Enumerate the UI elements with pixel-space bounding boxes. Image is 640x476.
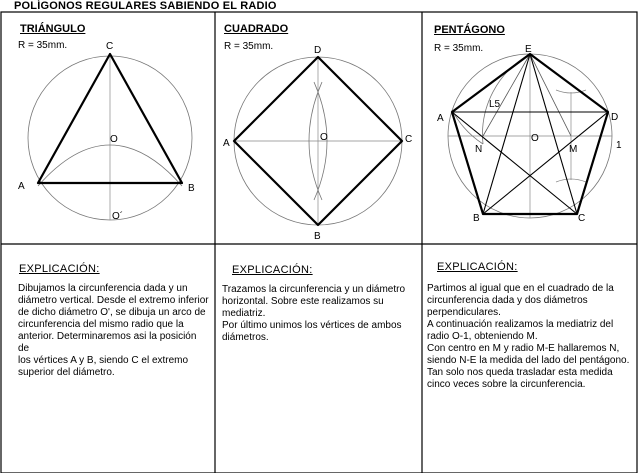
square-construction (223, 45, 412, 242)
square-point-b: B (314, 231, 321, 242)
pentagon-point-b: B (473, 213, 480, 224)
explanation-heading-triangle: EXPLICACIÓN: (19, 263, 100, 275)
square-point-o: O (320, 132, 328, 143)
page-title: POLÍGONOS REGULARES SABIENDO EL RADIO (14, 0, 277, 12)
worksheet-grid (0, 10, 638, 473)
explanation-text-pentagon: Partimos al igual que en el cuadrado de la circunferencia dada y dos diámetros perpendiculares. A continuación realizamos la mediatriz del radio O-1, obteniendo M. Con centro en M y radio M-E hallaremos N, siendo N-E la medida del lado del pentágono. Tan solo nos queda trasladar esta medida cinco veces sobre la circunferencia. (427, 283, 630, 390)
pentagon-point-c: C (578, 213, 586, 224)
triangle-construction (18, 41, 195, 222)
square-point-c: C (405, 134, 413, 145)
triangle-point-o-prime: O´ (112, 211, 124, 222)
pentagon-point-a: A (437, 113, 444, 124)
triangle-point-c: C (106, 41, 114, 52)
pentagon-segment-ne (483, 54, 530, 136)
triangle-point-b: B (188, 183, 195, 194)
pentagon-label-l5: L5 (489, 99, 501, 110)
explanation-heading-pentagon: EXPLICACIÓN: (437, 261, 518, 273)
explanation-text-triangle: Dibujamos la circunferencia dada y un diámetro vertical. Desde el extremo inferior de dicho diámetro O', se dibuja un arco de circunferencia del mismo radio que la anterior. Determinaremos asi la posición de los vértices A y B, siendo C el extremo superior del diámetro. (18, 283, 209, 378)
radius-label-square: R = 35mm. (224, 41, 274, 52)
radius-label-pentagon: R = 35mm. (434, 43, 484, 54)
square-point-a: A (223, 138, 230, 149)
explanation-heading-square: EXPLICACIÓN: (232, 264, 313, 276)
pentagon-point-e: E (525, 44, 532, 55)
pentagon-point-d: D (611, 112, 619, 123)
pentagon-point-one: 1 (616, 140, 622, 151)
triangle-point-a: A (18, 181, 25, 192)
panel-title-triangle: TRIÁNGULO (20, 23, 86, 35)
pentagon-point-n: N (475, 144, 483, 155)
panel-title-pentagon: PENTÁGONO (434, 24, 505, 36)
pentagon-point-o: O (531, 133, 539, 144)
radius-label-triangle: R = 35mm. (18, 40, 68, 51)
pentagon-point-m: M (569, 144, 578, 155)
triangle-point-o: O (110, 134, 118, 145)
panel-title-square: CUADRADO (224, 23, 289, 35)
pentagon-construction (437, 44, 622, 224)
explanation-text-square: Trazamos la circunferencia y un diámetro horizontal. Sobre este realizamos su mediatriz. Por último unimos los vértices de ambos diámetros. (222, 284, 406, 343)
square-point-d: D (314, 45, 322, 56)
